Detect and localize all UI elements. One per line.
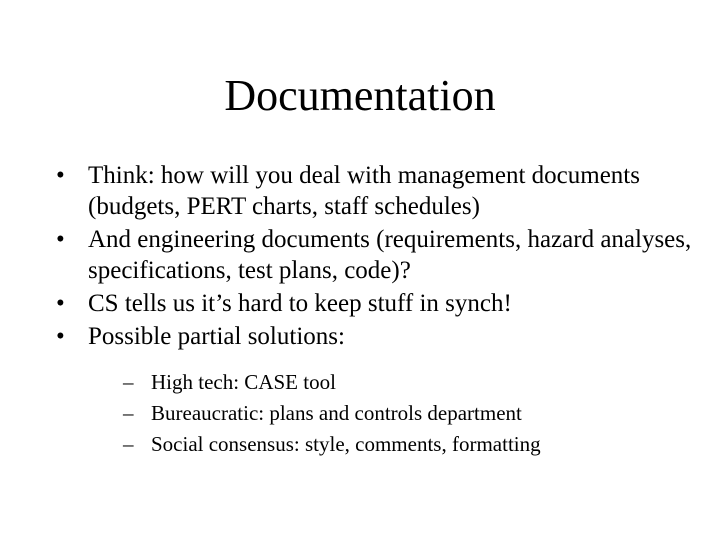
bullet-item — [54, 160, 714, 222]
sub-bullet-item — [123, 367, 713, 398]
bullet-marker: • — [56, 290, 65, 317]
bullet-text: Think: how will you deal with management documents (budgets, PERT charts, staff schedules) — [88, 162, 640, 220]
bullet-marker: • — [56, 162, 65, 189]
sub-bullet-item — [123, 429, 713, 460]
sub-bullet-marker: – — [123, 432, 134, 456]
bullet-marker: • — [56, 323, 65, 350]
sub-bullet-text: Social consensus: style, comments, formatting — [151, 432, 541, 456]
sub-bullet-text: High tech: CASE tool — [151, 370, 336, 394]
sub-bullet-text: Bureaucratic: plans and controls department — [151, 401, 522, 425]
bullet-text: CS tells us it’s hard to keep stuff in synch! — [88, 290, 512, 317]
bullet-item — [54, 321, 714, 352]
bullet-item — [54, 224, 714, 286]
sub-bullet-marker: – — [123, 370, 134, 394]
slide-title: Documentation — [224, 71, 496, 120]
bullet-text: And engineering documents (requirements, hazard analyses, specifications, test plans, code)? — [88, 226, 692, 284]
sub-bullet-item — [123, 398, 713, 429]
bullet-item — [54, 288, 714, 319]
sub-bullet-marker: – — [123, 401, 134, 425]
bullet-marker: • — [56, 226, 65, 253]
sub-bullet-list — [123, 367, 713, 460]
bullet-text: Possible partial solutions: — [88, 323, 345, 350]
bullet-list — [54, 160, 714, 354]
